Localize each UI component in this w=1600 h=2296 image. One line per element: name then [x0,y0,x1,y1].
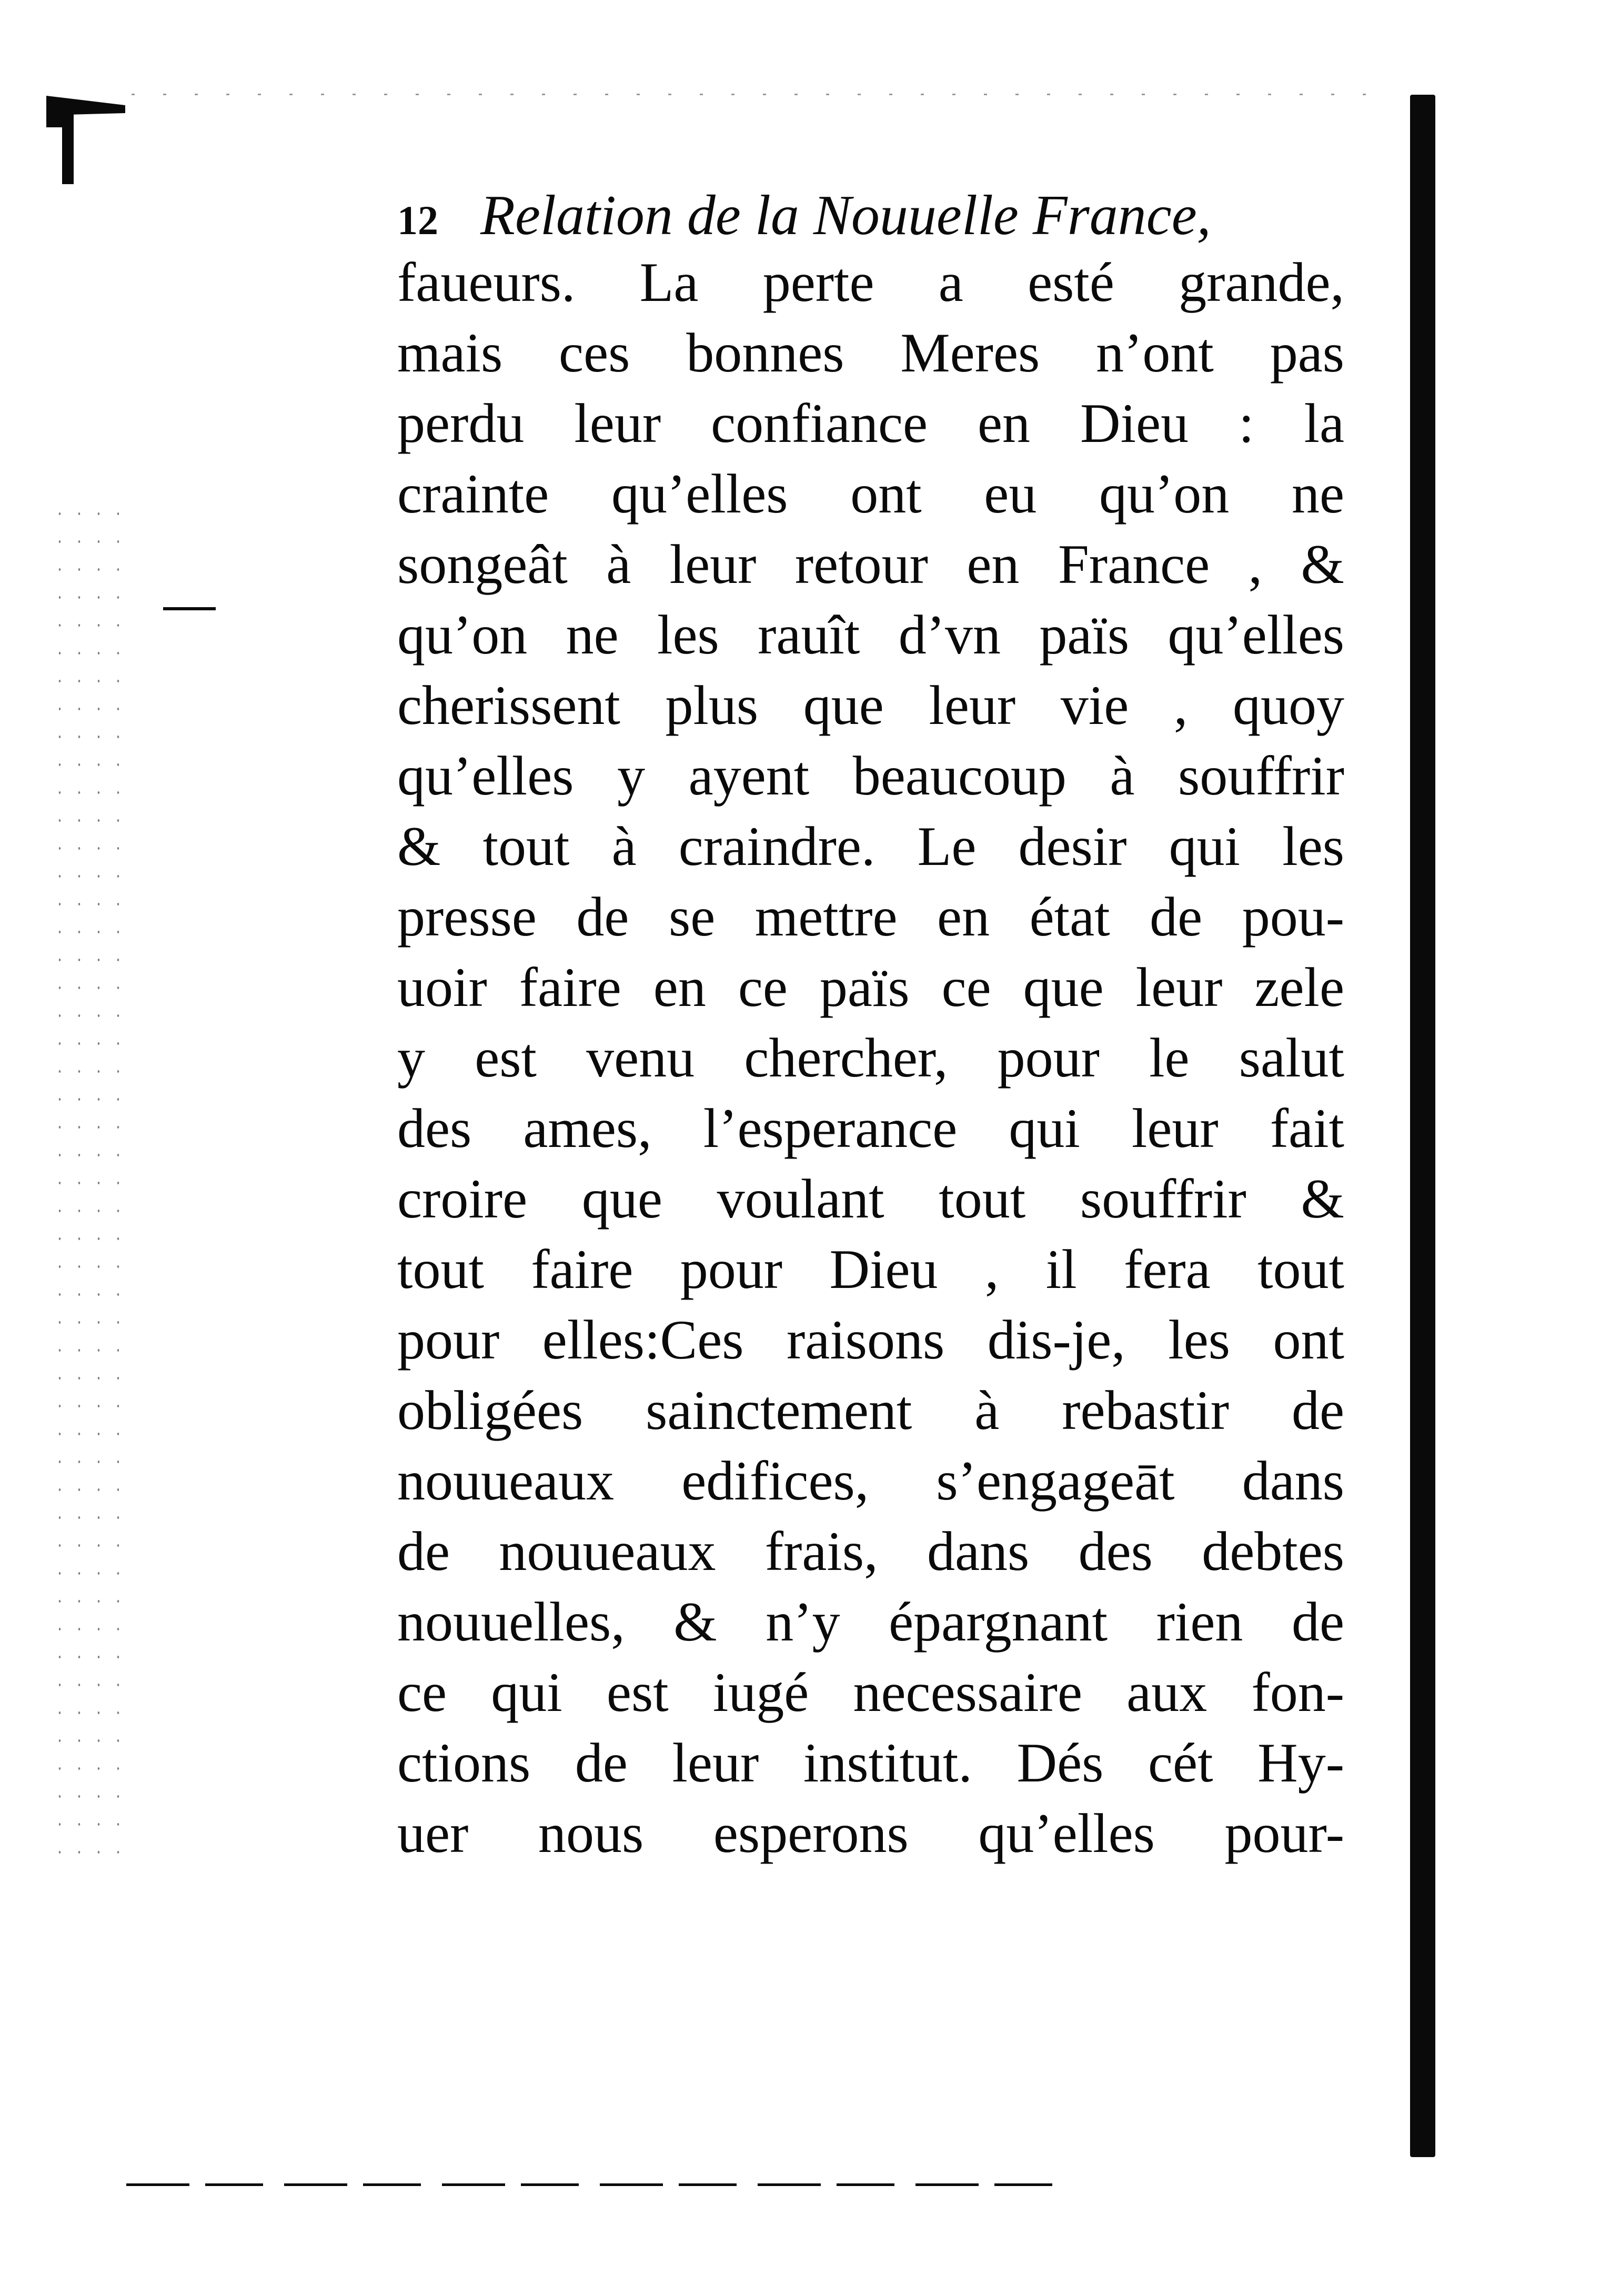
text-line: crainte qu’elles ont eu qu’on ne [397,463,1344,525]
text-line: y est venu chercher, pour le salut [397,1027,1344,1089]
text-line: nouueaux edifices, s’engageāt dans [397,1450,1344,1512]
text-line: mais ces bonnes Meres n’ont pas [397,322,1344,384]
text-line: qu’on ne les rauît d’vn païs qu’elles [397,604,1344,666]
text-line: ce qui est iugé necessaire aux fon- [397,1661,1344,1723]
page-number: 12 [397,197,438,243]
body-text [397,247,1344,1869]
text-line: faueurs. La perte a esté grande, [397,251,1344,313]
text-line: uer nous esperons qu’elles pour- [397,1802,1344,1864]
text-line: songeât à leur retour en France , & [397,533,1344,595]
text-line: pour elles:Ces raisons dis-je, les ont [397,1309,1344,1371]
scan-margin-dash [163,607,216,610]
text-line: de nouueaux frais, dans des debtes [397,1520,1344,1582]
text-line: presse de se mettre en état de pou- [397,886,1344,948]
text-line: qu’elles y ayent beaucoup à souffrir [397,745,1344,807]
text-line: & tout à craindre. Le desir qui les [397,815,1344,877]
scan-edge-bottom [126,2183,1052,2186]
scan-corner-stem [62,105,74,184]
page-header [397,179,1344,253]
scan-edge-top [132,94,1394,95]
text-line: perdu leur confiance en Dieu : la [397,392,1344,454]
text-line: obligées sainctement à rebastir de [397,1379,1344,1441]
text-line: cherissent plus que leur vie , quoy [397,674,1344,736]
text-line: tout faire pour Dieu , il fera tout [397,1238,1344,1300]
text-line: croire que voulant tout souffrir & [397,1168,1344,1230]
text-line: uoir faire en ce païs ce que leur zele [397,956,1344,1018]
scan-binding-shadow [1410,95,1435,2157]
text-line: nouuelles, & n’y épargnant rien de [397,1591,1344,1653]
scan-corner-mark [46,96,125,127]
scan-margin-specks [50,500,134,1868]
text-line: des ames, l’esperance qui leur fait [397,1097,1344,1159]
text-line: ctions de leur institut. Dés cét Hy- [397,1732,1344,1794]
running-title: Relation de la Nouuelle France, [480,184,1211,247]
